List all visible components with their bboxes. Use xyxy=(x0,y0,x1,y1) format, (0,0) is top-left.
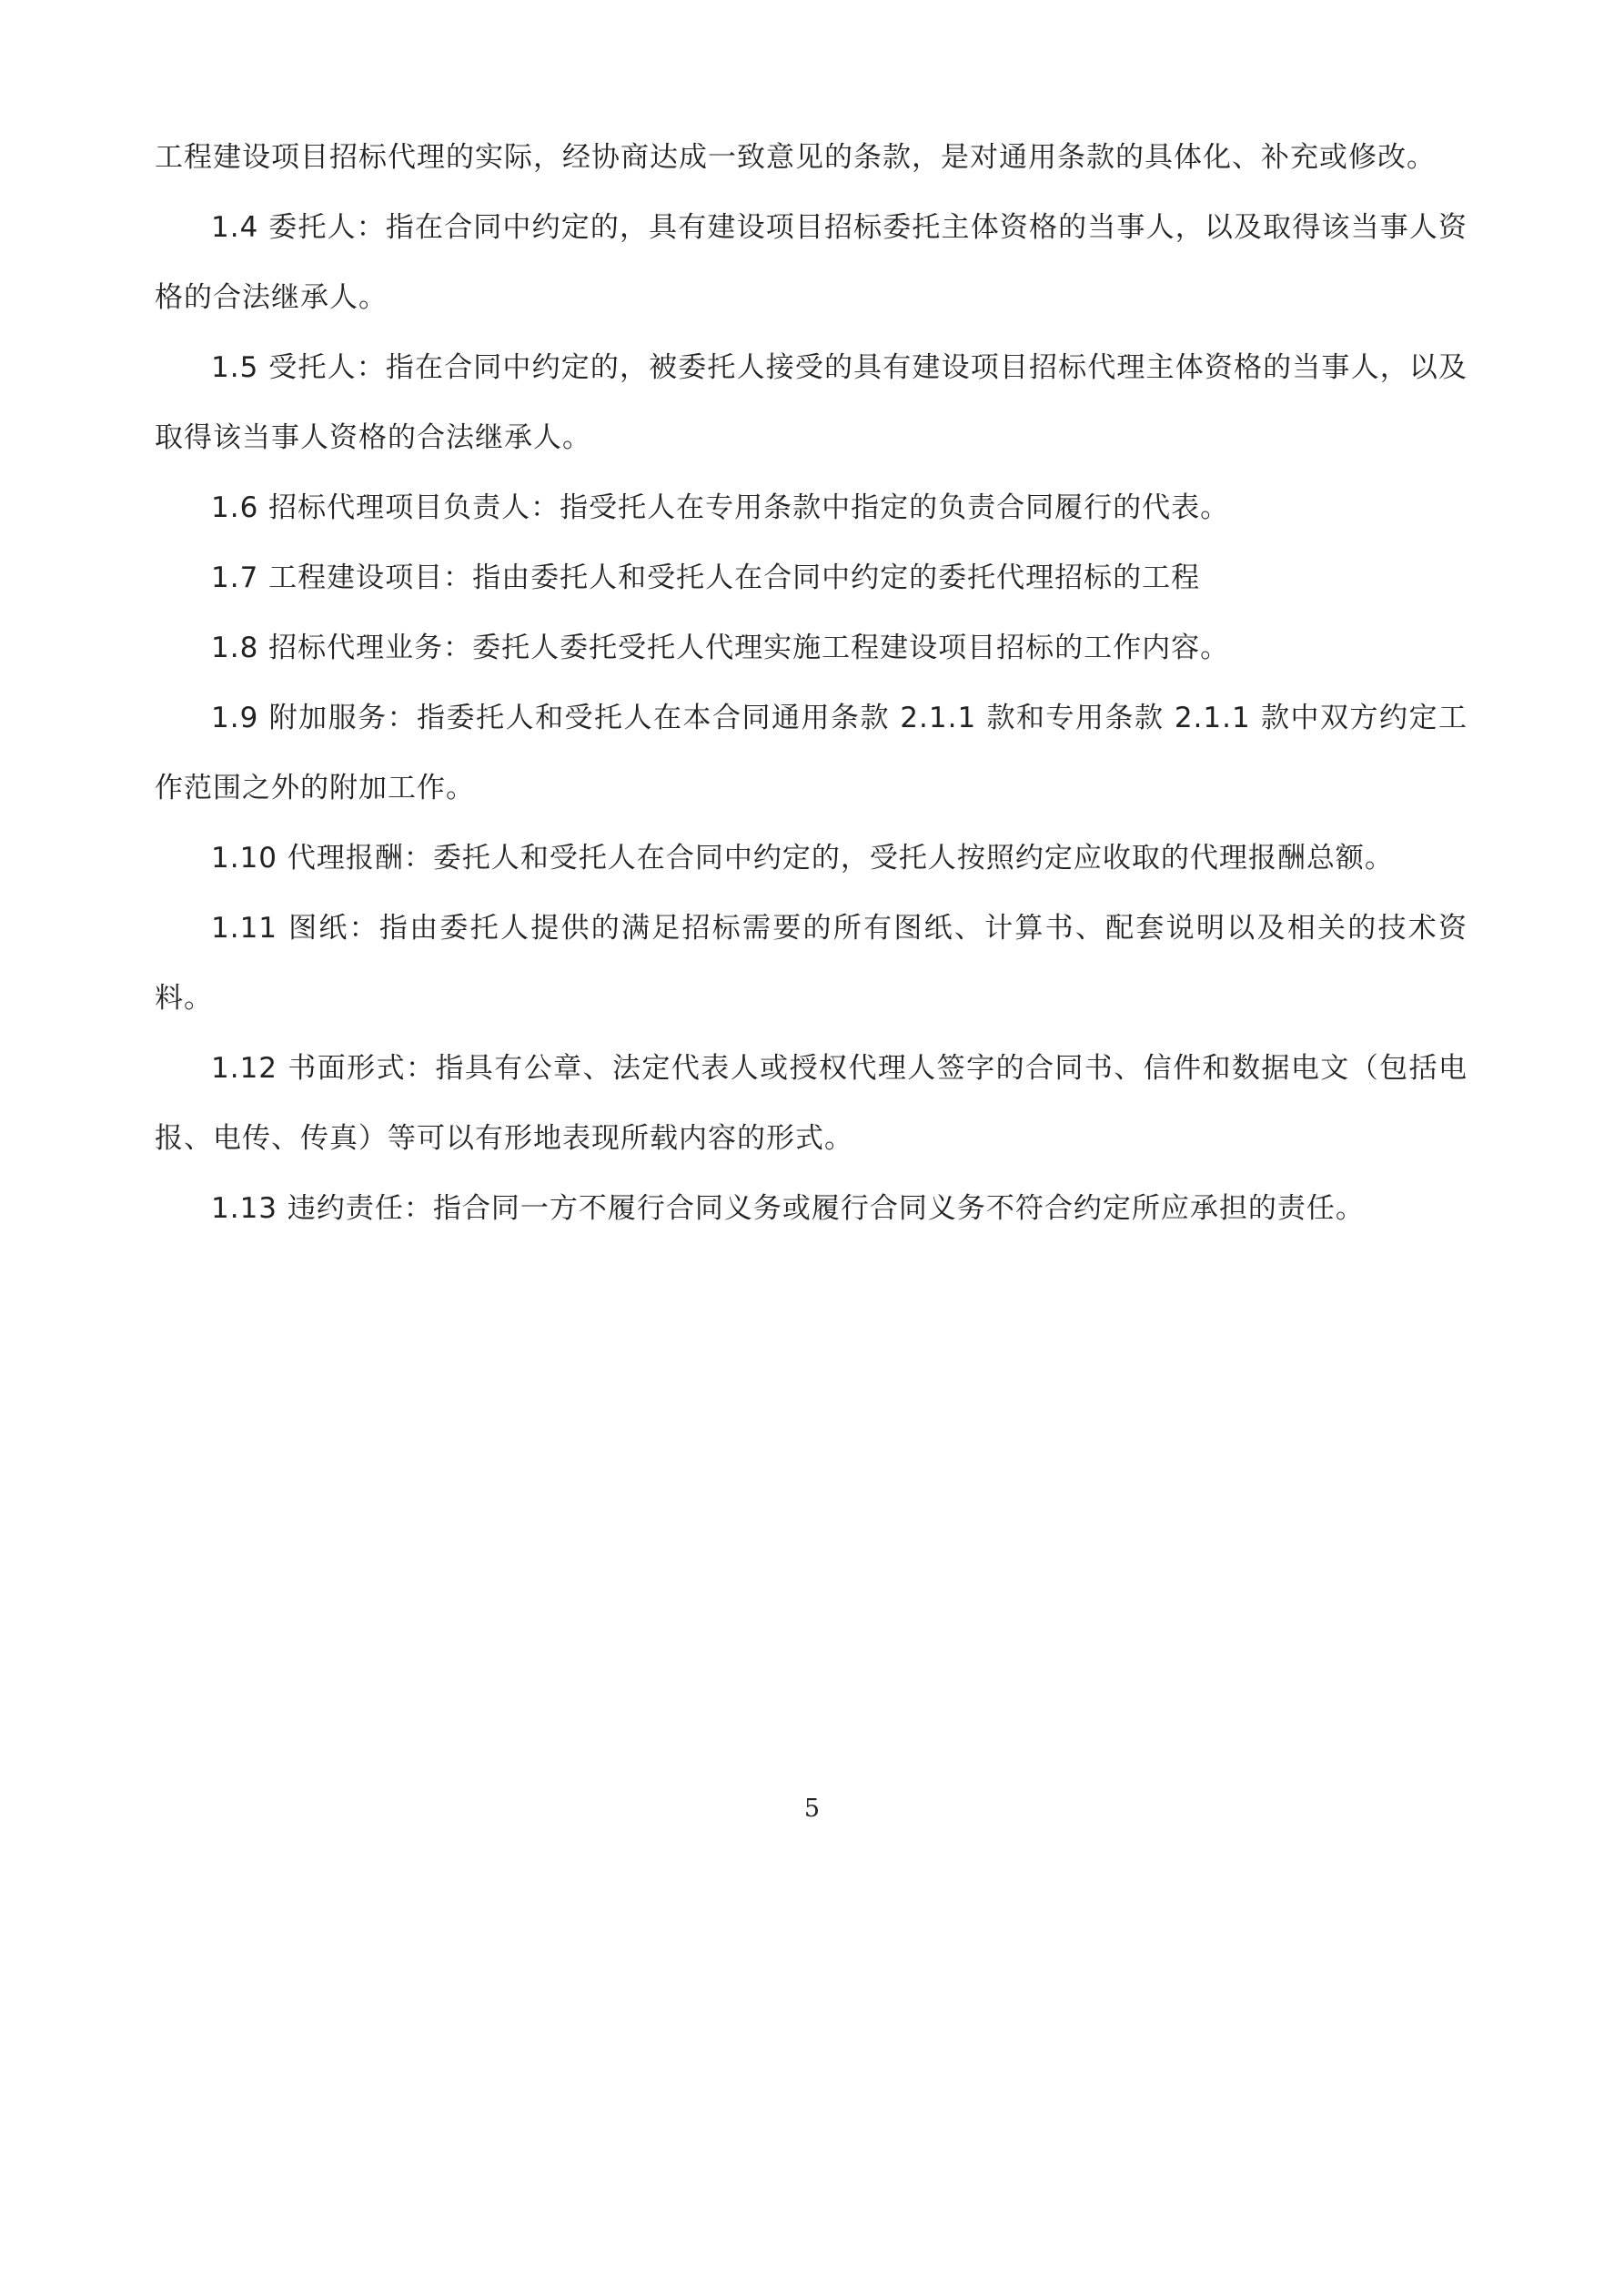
document-body xyxy=(155,123,1468,1244)
paragraph: 1.4 委托人：指在合同中约定的，具有建设项目招标委托主体资格的当事人，以及取得该当事人资格的合法继承人。 xyxy=(155,211,1468,314)
paragraph: 1.5 受托人：指在合同中约定的，被委托人接受的具有建设项目招标代理主体资格的当事人，以及取得该当事人资格的合法继承人。 xyxy=(155,351,1468,454)
paragraph: 1.12 书面形式：指具有公章、法定代表人或授权代理人签字的合同书、信件和数据电文（包括电报、电传、传真）等可以有形地表现所载内容的形式。 xyxy=(155,1052,1468,1155)
paragraph: 1.13 违约责任：指合同一方不履行合同义务或履行合同义务不符合约定所应承担的责任。 xyxy=(211,1192,1365,1225)
paragraph: 1.6 招标代理项目负责人：指受托人在专用条款中指定的负责合同履行的代表。 xyxy=(211,491,1230,524)
paragraph: 1.8 招标代理业务：委托人委托受托人代理实施工程建设项目招标的工作内容。 xyxy=(211,632,1230,664)
paragraph: 1.7 工程建设项目：指由委托人和受托人在合同中约定的委托代理招标的工程 xyxy=(211,561,1201,594)
page-number: 5 xyxy=(803,1795,821,1823)
paragraph: 1.9 附加服务：指委托人和受托人在本合同通用条款 2.1.1 款和专用条款 2.1.1 款中双方约定工作范围之外的附加工作。 xyxy=(155,702,1468,804)
paragraph: 1.10 代理报酬：委托人和受托人在合同中约定的，受托人按照约定应收取的代理报酬总额。 xyxy=(211,842,1394,875)
paragraph: 1.11 图纸：指由委托人提供的满足招标需要的所有图纸、计算书、配套说明以及相关的技术资料。 xyxy=(155,912,1468,1015)
paragraph: 工程建设项目招标代理的实际，经协商达成一致意见的条款，是对通用条款的具体化、补充或修改。 xyxy=(155,141,1436,174)
